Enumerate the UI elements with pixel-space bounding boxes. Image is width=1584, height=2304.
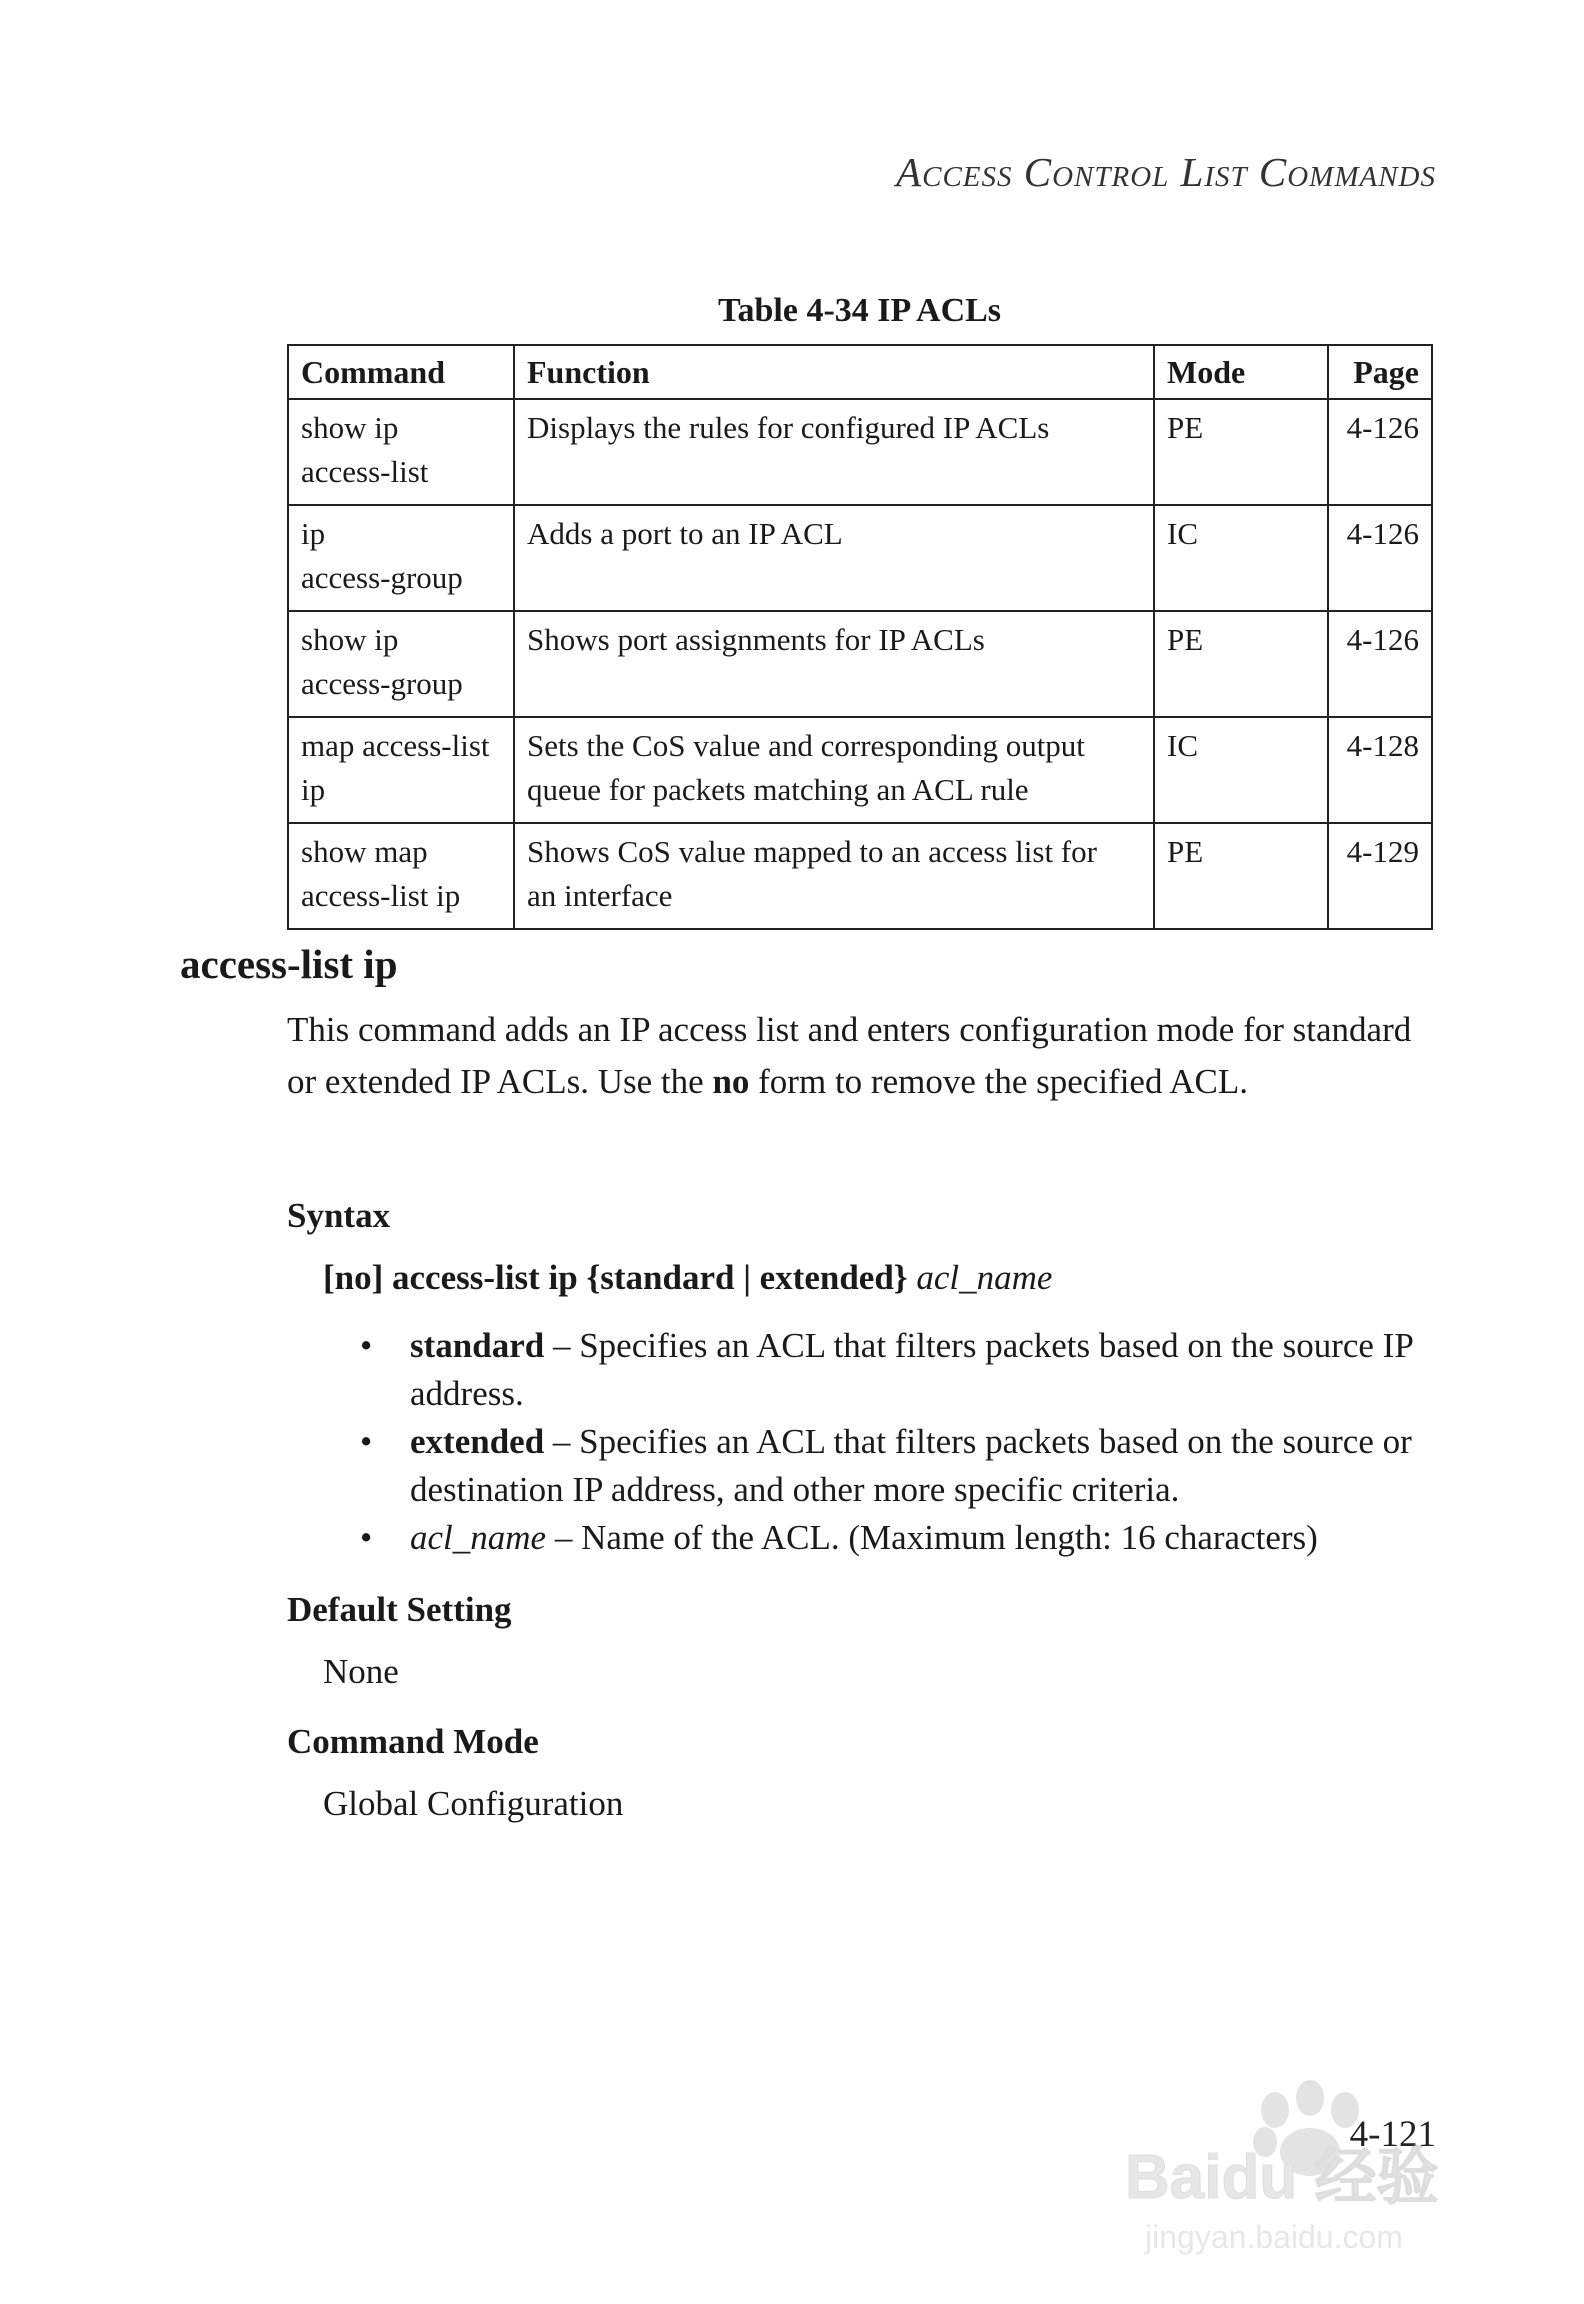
intro-keyword-no: no	[712, 1062, 750, 1101]
cell-command	[288, 823, 514, 929]
param-term: acl_name	[410, 1518, 547, 1557]
page-number: 4-121	[1349, 2114, 1436, 2155]
cell-page: 4-128	[1328, 717, 1432, 823]
param-description: – Specifies an ACL that filters packets based on the source IP address.	[410, 1326, 1413, 1413]
cell-command-line: access-group	[301, 560, 463, 595]
list-item	[360, 1514, 1440, 1562]
cell-page: 4-126	[1328, 505, 1432, 611]
cell-command-line: access-group	[301, 666, 463, 701]
cell-mode: PE	[1154, 399, 1328, 505]
cell-command-line: ip	[301, 516, 326, 551]
cell-function-line: Shows CoS value mapped to an access list for	[527, 834, 1097, 869]
bullet-icon: •	[360, 1326, 373, 1365]
cell-command-line: map access-list	[301, 728, 490, 763]
syntax-argument: acl_name	[916, 1258, 1053, 1297]
default-setting-heading: Default Setting	[287, 1590, 512, 1629]
cell-command-line: access-list ip	[301, 878, 461, 913]
watermark-brand: Baidu 经验	[1125, 2143, 1439, 2212]
cell-function	[514, 399, 1154, 505]
cell-command-line: show ip	[301, 410, 399, 445]
column-header-mode: Mode	[1154, 345, 1328, 399]
list-item	[360, 1322, 1440, 1418]
cell-page: 4-129	[1328, 823, 1432, 929]
cell-function-line: Adds a port to an IP ACL	[527, 516, 843, 551]
running-header: Access Control List Commands	[896, 149, 1436, 195]
table-header-row	[288, 345, 1432, 399]
cell-function	[514, 611, 1154, 717]
cell-mode: PE	[1154, 611, 1328, 717]
default-setting-value: None	[323, 1652, 399, 1691]
table-caption: Table 4-34 IP ACLs	[717, 292, 1002, 329]
table-row	[288, 611, 1432, 717]
cell-command-line: show map	[301, 834, 428, 869]
param-term: standard	[410, 1326, 545, 1365]
bullet-icon: •	[360, 1422, 373, 1461]
ip-acl-table	[287, 344, 1433, 930]
cell-function-line: an interface	[527, 878, 673, 913]
cell-command-line: ip	[301, 772, 326, 807]
table-row	[288, 505, 1432, 611]
cell-mode: IC	[1154, 717, 1328, 823]
syntax-line	[323, 1258, 1052, 1298]
watermark-url: jingyan.baidu.com	[1145, 2219, 1403, 2255]
column-header-page: Page	[1328, 345, 1432, 399]
bullet-icon: •	[360, 1518, 373, 1557]
param-description: – Name of the ACL. (Maximum length: 16 characters)	[546, 1518, 1318, 1557]
cell-function	[514, 505, 1154, 611]
cell-command-line: access-list	[301, 454, 429, 489]
cell-function	[514, 823, 1154, 929]
cell-function-line: Shows port assignments for IP ACLs	[527, 622, 985, 657]
cell-command-line: show ip	[301, 622, 399, 657]
syntax-command: [no] access-list ip {standard | extended}	[323, 1258, 908, 1297]
intro-text-start: This command adds an IP access list and enters configuration mode for standard or extended IP ACLs. Use the	[287, 1010, 1412, 1101]
cell-page: 4-126	[1328, 611, 1432, 717]
list-item	[360, 1418, 1440, 1514]
parameter-list	[360, 1322, 1440, 1562]
cell-function	[514, 717, 1154, 823]
table-row	[288, 717, 1432, 823]
cell-mode: IC	[1154, 505, 1328, 611]
cell-mode: PE	[1154, 823, 1328, 929]
cell-command	[288, 717, 514, 823]
command-mode-value: Global Configuration	[323, 1784, 624, 1823]
param-description: – Specifies an ACL that filters packets based on the source or destination IP address, and other more specific criteria.	[410, 1422, 1412, 1509]
param-term: extended	[410, 1422, 545, 1461]
cell-function-line: Sets the CoS value and corresponding output	[527, 728, 1085, 763]
cell-function-line: queue for packets matching an ACL rule	[527, 772, 1029, 807]
table-row	[288, 823, 1432, 929]
table-row	[288, 399, 1432, 505]
cell-function-line: Displays the rules for configured IP ACLs	[527, 410, 1050, 445]
cell-command	[288, 399, 514, 505]
cell-command	[288, 611, 514, 717]
command-mode-heading: Command Mode	[287, 1722, 539, 1761]
column-header-command: Command	[288, 345, 514, 399]
cell-page: 4-126	[1328, 399, 1432, 505]
intro-text-end: form to remove the specified ACL.	[749, 1062, 1249, 1101]
syntax-heading: Syntax	[287, 1196, 391, 1235]
baidu-watermark-logo	[1115, 2080, 1505, 2260]
section-title: access-list ip	[180, 941, 398, 987]
cell-command	[288, 505, 514, 611]
column-header-function: Function	[514, 345, 1154, 399]
intro-paragraph	[287, 1004, 1437, 1108]
